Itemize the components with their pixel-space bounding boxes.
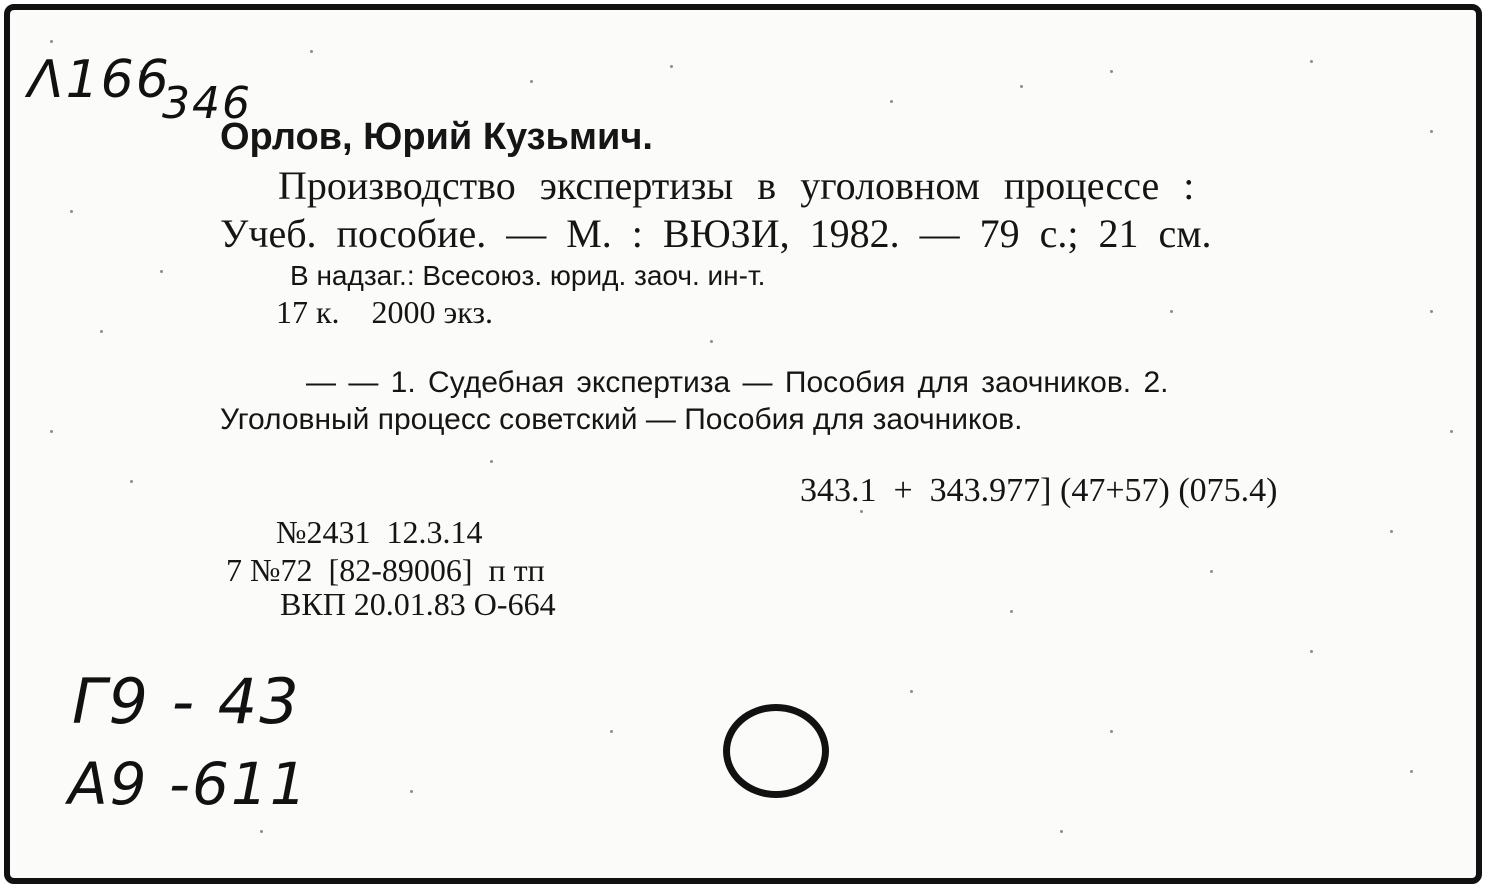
order-line: 7 №72 [82-89006] п тп bbox=[226, 552, 545, 588]
title-line-2: Учеб. пособие. — М. : ВЮЗИ, 1982. — 79 с.; 21 см. bbox=[220, 211, 1212, 256]
card-number-line: №2431 12.3.14 bbox=[276, 514, 483, 550]
handwritten-shelfmark: Λ166 bbox=[28, 50, 171, 110]
price-copies-line: 17 к. 2000 экз. bbox=[276, 294, 494, 330]
handwritten-code-1: Г9 - 43 bbox=[72, 665, 301, 738]
author-heading: Орлов, Юрий Кузьмич. bbox=[220, 116, 653, 158]
handwritten-shelfmark-number: 346 bbox=[162, 78, 252, 129]
note-line: В надзаг.: Всесоюз. юрид. заоч. ин-т. bbox=[290, 260, 766, 291]
catalog-card bbox=[4, 4, 1482, 884]
vkp-line: ВКП 20.01.83 О-664 bbox=[280, 586, 556, 622]
subjects-line-2: Уголовный процесс советский — Пособия для заочников. bbox=[220, 403, 1023, 436]
title-line-1: Производство экспертизы в уголовном процессе : bbox=[278, 163, 1195, 208]
classification-index: 343.1 + 343.977] (47+57) (075.4) bbox=[800, 472, 1278, 509]
card-hole-circle bbox=[723, 704, 829, 798]
subjects-line-1: — — 1. Судебная экспертиза — Пособия для заочников. 2. bbox=[306, 366, 1169, 399]
handwritten-code-2: А9 -611 bbox=[68, 750, 309, 818]
